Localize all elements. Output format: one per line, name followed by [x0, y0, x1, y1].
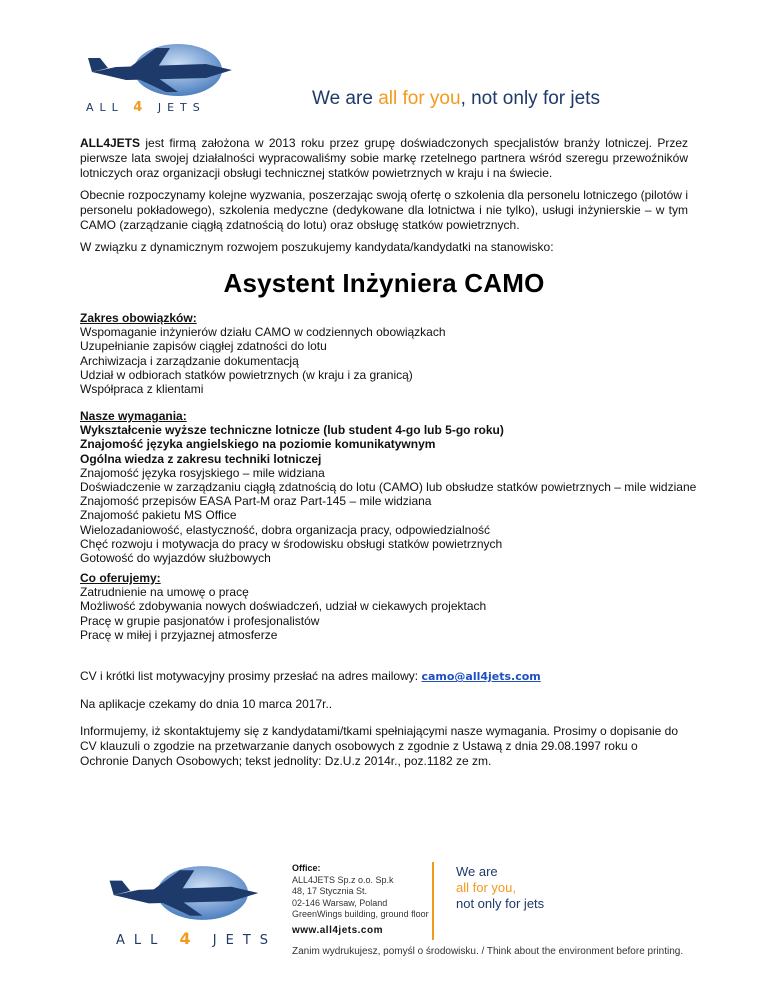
list-item: Ogólna wiedza z zakresu techniki lotniczej	[80, 451, 322, 466]
list-item: Uzupełnianie zapisów ciągłej zdatności do lotu	[80, 339, 327, 354]
footer-divider	[432, 862, 434, 940]
duties-section	[80, 311, 446, 396]
list-item: Wielozadaniowość, elastyczność, dobra organizacja pracy, odpowiedzialność	[80, 522, 490, 537]
list-item: Doświadczenie w zarządzaniu ciągłą zdatnością do lotu (CAMO) lub obsłudze statków powietrznych – mile widziane	[80, 480, 697, 495]
footer-environment-note: Zanim wydrukujesz, pomyśl o środowisku. / Think about the environment before printing.	[292, 946, 684, 957]
job-title: Asystent Inżyniera CAMO	[223, 268, 545, 298]
list-item: Wykształcenie wyższe techniczne lotnicze (lub student 4-go lub 5-go roku)	[80, 423, 504, 438]
list-item: Znajomość pakietu MS Office	[80, 508, 237, 523]
footer-tag-line: not only for jets	[456, 896, 545, 911]
office-label: Office:	[292, 863, 321, 873]
requirements-section	[80, 409, 696, 565]
list-item: Współpraca z klientami	[80, 382, 204, 397]
contact-text: CV i krótki list motywacyjny prosimy przesłać na adres mailowy:	[80, 669, 422, 683]
list-item: Udział w odbiorach statków powietrznych (w kraju i za granicą)	[80, 367, 413, 382]
privacy-notice: Informujemy, iż skontaktujemy się z kandydatami/tkami spełniającymi nasze wymagania. Prosimy o dopisanie do CV klauzuli o zgodzie na przetwarzanie danych osobowych z zgodnie z Ustawą z dnia 29.08.1997 roku o Ochronie Danych Osobowych; tekst jednolity: Dz.U.z 2014r., poz.1182 ze zm.	[80, 724, 679, 768]
list-item: Archiwizacja i zarządzanie dokumentacją	[80, 353, 299, 368]
office-line: ALL4JETS Sp.z o.o. Sp.k	[292, 874, 394, 885]
intro-paragraph-2: Obecnie rozpoczynamy kolejne wyzwania, poszerzając swoją ofertę o szkolenia dla personelu lotniczego (pilotów i personelu pokładowego), szkolenia medyczne (dedykowane dla lotnictwa i nie tylko), usługi inżynierskie – w tym CAMO (zarządzanie ciągłą zdatnością do lotu) oraz obsługę statków powietrznych.	[80, 188, 688, 232]
tagline-post: , not only for jets	[460, 88, 600, 109]
contact-line	[80, 669, 541, 684]
office-line: GreenWings building, ground floor	[292, 909, 429, 919]
list-item: Wspomaganie inżynierów działu CAMO w codziennych obowiązkach	[80, 325, 446, 340]
footer-tagline	[456, 864, 544, 912]
email-link[interactable]: camo@all4jets.com	[421, 670, 541, 683]
logo-wordmark: ALL 4 JETS	[116, 929, 278, 948]
duties-heading: Zakres obowiązków:	[80, 311, 197, 325]
company-logo	[86, 40, 236, 115]
jet-globe-icon	[86, 40, 236, 100]
footer-logo	[100, 862, 278, 948]
office-line: 48, 17 Stycznia St.	[292, 886, 368, 896]
list-item: Znajomość języka angielskiego na poziomie komunikatywnym	[80, 437, 436, 452]
footer-office	[292, 863, 429, 921]
header-tagline	[312, 88, 600, 110]
offer-section	[80, 571, 486, 642]
footer-tag-line: all for you,	[456, 880, 516, 895]
logo-wordmark: ALL 4 JETS	[86, 100, 206, 115]
footer-tag-line: We are	[456, 864, 498, 879]
list-item: Pracę w miłej i przyjaznej atmosferze	[80, 627, 278, 642]
jet-globe-icon	[100, 862, 270, 924]
list-item: Znajomość przepisów EASA Part-M oraz Part-145 – mile widziana	[80, 494, 432, 509]
list-item: Możliwość zdobywania nowych doświadczeń, udział w ciekawych projektach	[80, 599, 487, 614]
intro-p1-text: jest firmą założona w 2013 roku przez grupę doświadczonych specjalistów branży lotniczej. Przez pierwsze lata swojej działalności wypracowaliśmy sobie markę rzetelnego partnera wśród szeregu przewoźników lotniczych oraz organizacji obsługi technicznej statków powietrznych w kraju i na świecie.	[80, 136, 688, 180]
intro-paragraph-1	[80, 136, 688, 181]
intro-paragraph-3: W związku z dynamicznym rozwojem poszukujemy kandydata/kandydatki na stanowisko:	[80, 240, 554, 254]
list-item: Pracę w grupie pasjonatów i profesjonalistów	[80, 613, 320, 628]
footer-website-link[interactable]: www.all4jets.com	[292, 925, 383, 936]
list-item: Zatrudnienie na umowę o pracę	[80, 585, 249, 600]
company-name: ALL4JETS	[80, 136, 141, 150]
list-item: Gotowość do wyjazdów służbowych	[80, 551, 271, 566]
deadline-text: Na aplikacje czekamy do dnia 10 marca 2017r..	[80, 697, 333, 711]
office-line: 02-146 Warsaw, Poland	[292, 897, 388, 908]
tagline-highlight: all for you	[378, 88, 461, 109]
offer-heading: Co oferujemy:	[80, 571, 161, 585]
requirements-heading: Nasze wymagania:	[80, 409, 187, 423]
tagline-pre: We are	[312, 88, 379, 109]
list-item: Znajomość języka rosyjskiego – mile widziana	[80, 465, 325, 480]
list-item: Chęć rozwoju i motywacja do pracy w środowisku obsługi statków powietrznych	[80, 536, 503, 551]
